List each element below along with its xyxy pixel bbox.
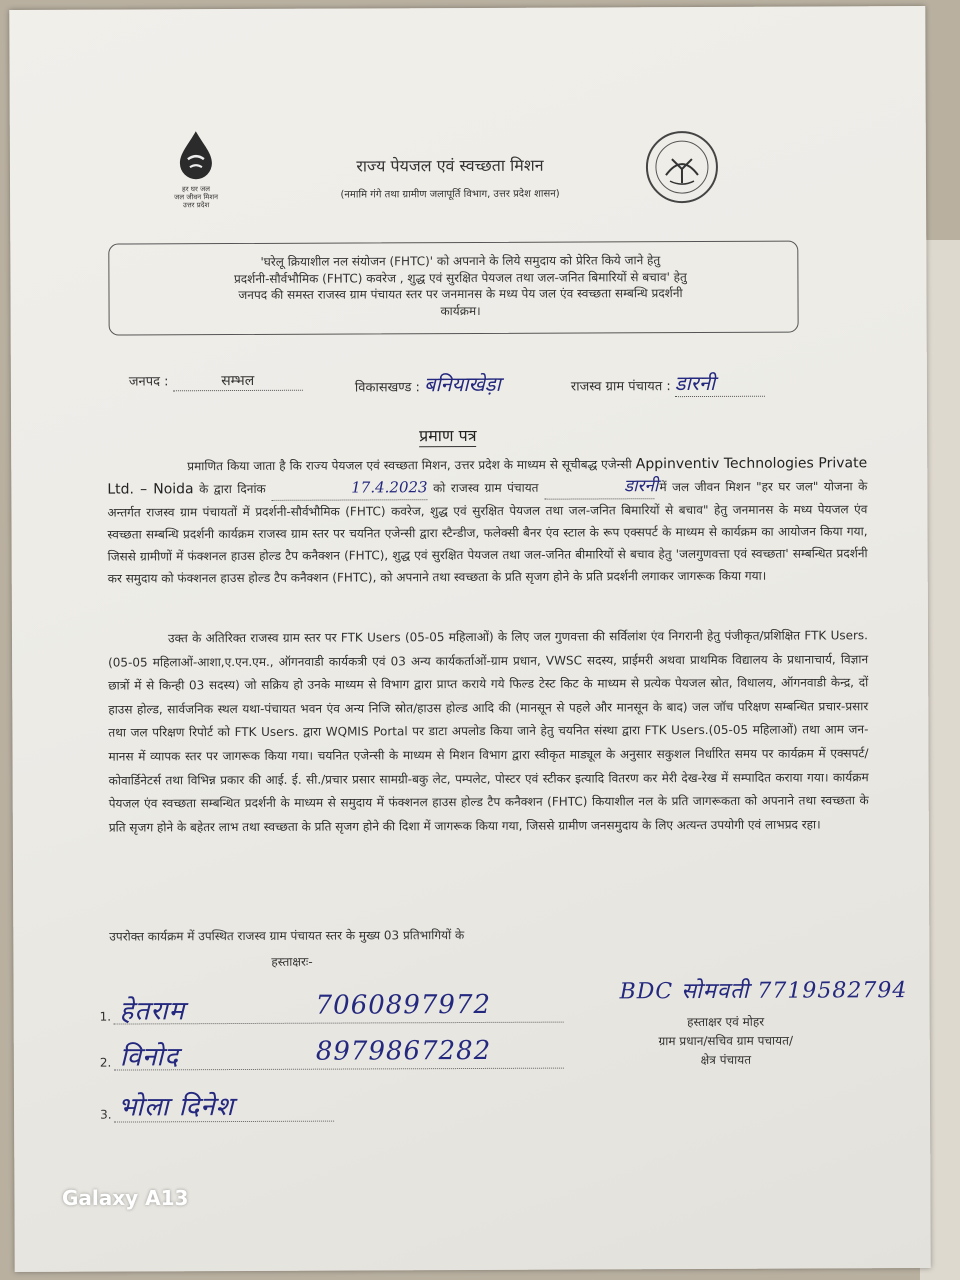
- village-in-label: को राजस्व ग्राम पंचायत: [433, 480, 539, 496]
- certificate-paragraph-2: उक्त के अतिरिक्त राजस्व ग्राम स्तर पर FTK Users (05-05 महिलाओं) के लिए जल गुणवत्ता की सर्विलांश एंव निगरानी हेतु पंजीकृत/प्रशिक्षित FTK Users.(05-05 महिलाओं-आशा,ए.एन.एम., ऑगनवाडी कार्यकत्री एवं 03 अन्य कार्यकर्ताओं-ग्राम प्रधान, VWSC सदस्य, प्राईमरी अथवा प्राथमिक विद्यालय के प्रधानाचार्य, विज्ञान छात्रों में से किन्ही 03 सदस्य) जो सक्रिय हो उनके माध्यम से विभाग द्वारा प्राप्त कराये गये फिल्ड टेस्ट किट के माध्यम से प्रत्येक पेयजल स्रोत, विधालय, ऑगनवाडी केन्द्र, दों हाउस होल्ड, सार्वजनिक स्थल यथा-पंचायत भवन एंव अन्य निजि स्रोत/हाउस होल्ड आदि की (मानसून से पहले और मानसून के बाद) जल जॉच परिक्षण सम्बन्धित प्रचार-प्रसार तथा जल परिक्षण रिपोर्ट को FTK Users. द्वारा WQMIS Portal पर डाटा अपलोड किया जाने हेतु चयनित संस्था द्वारा FTK Users.(05-05 महिलाओं) तथा आम जन-मानस में व्यापक स्तर पर जागरूक किया गया। चयनित एजेन्सी के माध्यम से मिशन विभाग द्वारा स्वीकृत माड्यूल के अनुसार सकुशल निर्धारित समय पर कार्यक्रम में एक्सपर्ट/कोवार्डिनेटर्स तथा विभिन्न प्रकार की आई. ई. सी./प्रचार प्रसार सामग्री-बकु लेट, पम्पलेट, पोस्टर एवं स्टीकर इत्यादि वितरण कर मेरी देख-रेख में सम्पादित कराया गया। कार्यक्रम पेयजल एंव स्वच्छता सम्बन्धित प्रदर्शनी के माध्यम से समुदाय में फंक्शनल हाउस होल्ड टैप कनैक्शन (FHTC) कियाशील नल के प्रति जागरूकता को अपनाने तथा स्वच्छता के प्रति सृजग होने के बहेतर लाभ तथा स्वच्छता के प्रति सृजग होने की दिशा में जागरूक किया गया, जिससे ग्रामीण जनसमुदाय के लिए अत्यन्त उपयोगी एवं लाभप्रद रहा।: [108, 628, 869, 835]
- district-label: जनपद :: [128, 374, 169, 390]
- participant-1-name: हेतराम: [119, 996, 186, 1027]
- camera-watermark: Galaxy A13: [62, 1186, 189, 1210]
- topic-line: जनपद की समस्त राजस्व ग्राम पंचायत स्तर पर जनमानस के मध्य पेय जल एंव स्वच्छता सम्बन्धि प्रदर्शनी: [238, 286, 683, 303]
- official-signature-block: [626, 1012, 826, 1070]
- block-field: [355, 370, 501, 398]
- seal-icon: [644, 129, 720, 205]
- official-handwritten-signature: BDC सोमवती 7719582794: [619, 978, 908, 1005]
- participant-1-phone: 7060897972: [315, 989, 492, 1021]
- panchayat-field: [571, 369, 765, 398]
- certificate-title: प्रमाण पत्र: [419, 425, 477, 446]
- logo-tag: हर घर जल जल जीवन मिशन उत्तर प्रदेश: [174, 185, 218, 210]
- letterhead: [250, 153, 650, 201]
- village-name: डारनी: [544, 475, 654, 499]
- participants-intro: उपरोक्त कार्यक्रम में उपस्थित राजस्व ग्राम पंचायत स्तर के मुख्य 03 प्रतिभागियों के: [109, 928, 465, 944]
- participant-2-name: विनोद: [119, 1042, 180, 1073]
- panchayat-label: राजस्व ग्राम पंचायत :: [570, 379, 671, 395]
- har-ghar-jal-logo: [160, 129, 232, 210]
- sign-and-seal-label: हस्ताक्षर एवं मोहर: [687, 1014, 765, 1030]
- agency-name: Appinventiv Technologies Private Ltd. – Noida: [107, 455, 868, 498]
- program-topic-box: [108, 241, 798, 336]
- signatures-label: हस्ताक्षरः-: [271, 954, 313, 969]
- water-drop-icon: [166, 129, 226, 181]
- block-value: बनियाखेड़ा: [423, 371, 501, 397]
- mission-title: राज्य पेयजल एवं स्वच्छता मिशन: [356, 155, 544, 176]
- panchayat-value: डारनी: [675, 369, 765, 397]
- district-value: सम्भल: [173, 371, 303, 392]
- p1-rest: में जल जीवन मिशन "हर घर जल" योजना के अन्तर्गत राजस्व ग्राम पंचायतों में प्रदर्शनी-सौर्वभौमिक (FHTC) कवरेज, शुद्ध एवं सुरक्षित पेयजल तथा जल-जनित बिमारियों से बचाव" हेतु जनमानस के मध्य पेयजल एंव स्वच्छता सम्बन्धि प्रदर्शनी कार्यक्रम राजस्व ग्राम स्तर पर चयनित एजेन्सी द्वारा स्टैन्डीज, फलेक्सी बैनर एंव स्टाल के रूप एक्सपर्ट के माध्यम से कार्यक्रम का आयोजन किया गया, जिससे ग्रामीणों में फंक्शनल हाउस होल्ड टैप कनैक्शन (FHTC), शुद्ध एवं सुरक्षित पेयजल तथा जल-जनित बीमारियों से बचाव हेतु 'जलगुणवत्ता एवं स्वच्छता' सम्बन्धित प्रदर्शनी कर समुदाय को फंक्शनल हाउस होल्ड टैप कनैक्शन (FHTC), को अपनाने तथा स्वच्छता के प्रति सृजग होने के प्रति प्रदर्शनी लगाकर जागरूक किया गया।: [107, 479, 868, 587]
- topic-line: 'घरेलू क्रियाशील नल संयोजन (FHTC)' को अपनाने के लिये समुदाय को प्रेरित किये जाने हेतु: [260, 253, 661, 269]
- topic-line: कार्यक्रम।: [440, 303, 481, 318]
- participant-3-number: 3.: [100, 1107, 112, 1122]
- district-field: [129, 371, 303, 392]
- up-govt-seal: [644, 129, 720, 205]
- certificate-paragraph-1: [107, 452, 868, 590]
- p1-start: प्रमाणित किया जाता है कि राज्य पेयजल एवं स्वच्छता मिशन, उत्तर प्रदेश के माध्यम से सूचीबद्ध एजेन्सी: [187, 457, 632, 474]
- mission-subtitle: (नमामि गंगे तथा ग्रामीण जलापूर्ति विभाग, उत्तर प्रदेश शासन): [340, 188, 560, 201]
- topic-line: प्रदर्शनी-सौर्वभौमिक (FHTC) कवरेज , शुद्ध एवं सुरक्षित पेयजल तथा जल-जनित बिमारियों से बचाव' हेतु: [233, 269, 687, 286]
- participant-3-name: भोला दिनेश: [117, 1092, 235, 1123]
- by-date-label: के द्वारा दिनांक: [199, 482, 266, 497]
- certificate-page: [9, 6, 930, 1272]
- program-date: 17.4.2023: [271, 476, 427, 500]
- designation: ग्राम प्रधान/सचिव ग्राम पचायत/: [658, 1033, 794, 1049]
- block-label: विकासखण्ड :: [354, 380, 420, 396]
- participant-2-phone: 8979867282: [315, 1035, 492, 1067]
- office-name: क्षेत्र पंचायत: [700, 1052, 752, 1067]
- signature-line: [114, 1068, 564, 1071]
- participant-1-number: 1.: [99, 1009, 112, 1024]
- participant-2-number: 2.: [99, 1055, 112, 1070]
